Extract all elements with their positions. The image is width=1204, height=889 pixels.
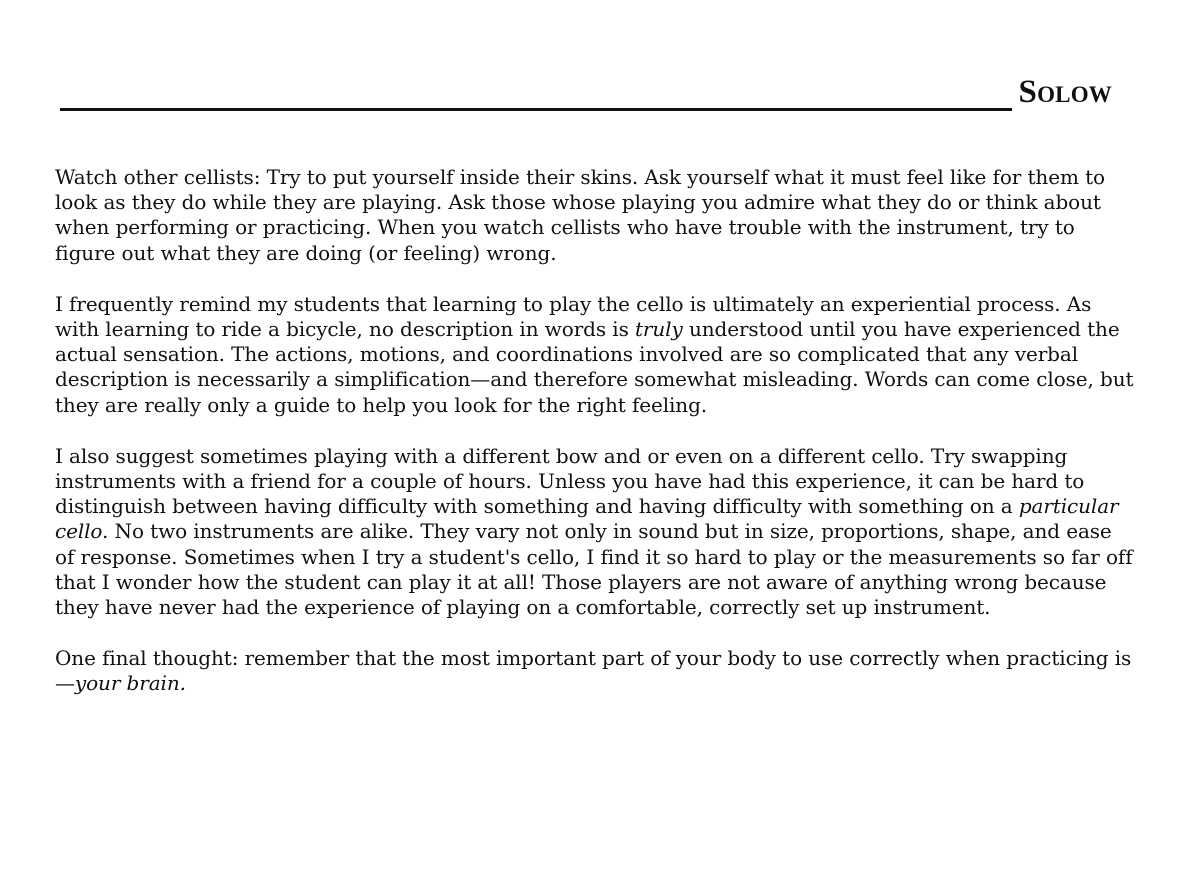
- paragraph-different-cello: [55, 444, 1135, 620]
- paragraph-final-thought: [55, 646, 1135, 696]
- header-rule: [60, 108, 1012, 111]
- emphasis-text: truly: [635, 317, 683, 342]
- paragraph-text: understood until you have experienced the actual sensation. The actions, motions, and coordinations involved are so complicated that any verbal description is necessarily a simplification—and therefore somewhat misleading. Words can come close, but they are really only a guide to help you look for the right feeling.: [55, 317, 1134, 417]
- paragraph-experiential-process: [55, 292, 1135, 418]
- emphasis-text: particular cello.: [55, 494, 1119, 544]
- paragraph-text: I frequently remind my students that learning to play the cello is ultimately an experiential process. As with learning to ride a bicycle, no description in words is: [55, 291, 1092, 342]
- paragraph-text: One final thought: remember that the most important part of your body to use correctly when practicing is—: [55, 646, 1132, 696]
- emphasis-text: your brain.: [74, 671, 186, 696]
- page-header: [60, 70, 1120, 118]
- paragraph-text: Watch other cellists: Try to put yourself inside their skins. Ask yourself what it must feel like for them to look as they do while they are playing. Ask those whose playing you admire what they do or think about when performing or practicing. When you watch cellists who have trouble with the instrument, try to figure out what they are doing (or feeling) wrong.: [55, 165, 1105, 265]
- paragraph-watch-cellists: [55, 165, 1135, 266]
- paragraph-text: No two instruments are alike. They vary not only in sound but in size, proportions, shape, and ease of response. Sometimes when I try a student's cello, I find it so hard to play or the measurements so far off that I wonder how the student can play it at all! Those players are not aware of anything wrong because they have never had the experience of playing on a comfortable, correctly set up instrument.: [55, 519, 1133, 620]
- paragraph-text: I also suggest sometimes playing with a different bow and or even on a different cello. Try swapping instruments with a friend for a couple of hours. Unless you have had this experience, it can be hard to distinguish between having difficulty with something and having difficulty with something on a: [55, 443, 1085, 519]
- author-name: Solow: [1018, 74, 1112, 110]
- page-body: [55, 165, 1135, 723]
